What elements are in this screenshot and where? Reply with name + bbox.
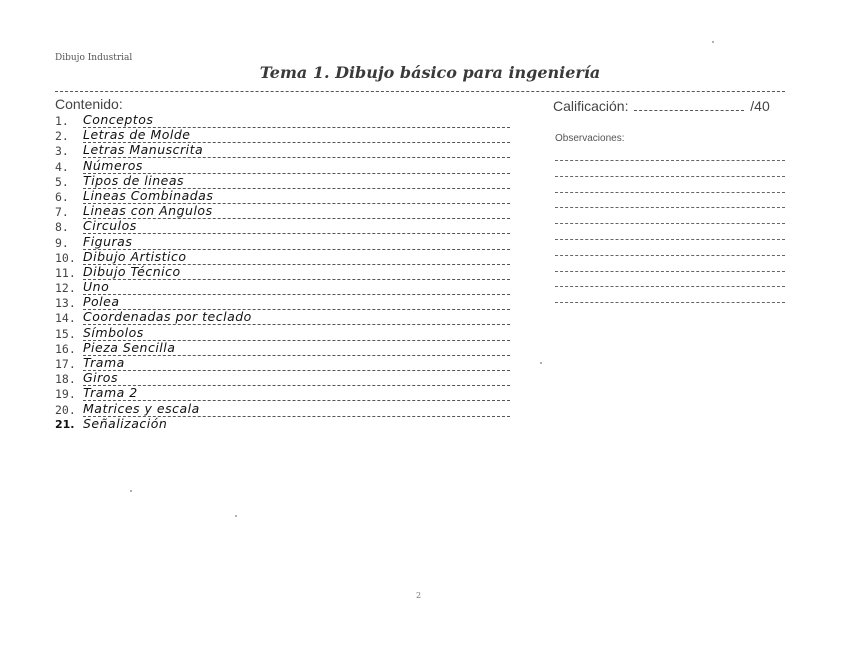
observation-line bbox=[555, 255, 785, 256]
item-number: 8. bbox=[55, 220, 69, 235]
item-text: Circulos bbox=[83, 218, 137, 234]
item-text: Uno bbox=[83, 279, 110, 295]
item-number: 21. bbox=[55, 417, 75, 431]
item-number: 18. bbox=[55, 372, 76, 387]
item-underline bbox=[83, 355, 510, 356]
item-number: 19. bbox=[55, 387, 76, 402]
item-text: Trama bbox=[83, 355, 125, 370]
item-text: Números bbox=[83, 157, 143, 173]
observation-line bbox=[555, 176, 785, 177]
item-number: 15. bbox=[55, 326, 76, 341]
item-number: 1. bbox=[55, 114, 69, 128]
item-text: Giros bbox=[83, 370, 118, 386]
observation-line bbox=[555, 223, 785, 224]
item-number: 20. bbox=[55, 402, 76, 417]
item-number: 13. bbox=[55, 296, 76, 311]
item-text: Letras de Molde bbox=[83, 127, 191, 143]
item-text: Dibujo Artistico bbox=[83, 248, 187, 264]
scan-speck bbox=[540, 362, 542, 364]
observation-line bbox=[555, 302, 785, 303]
item-text: Tipos de lineas bbox=[83, 172, 185, 188]
content-label: Contenido: bbox=[55, 96, 123, 112]
item-number: 6. bbox=[55, 189, 69, 204]
item-text: Lineas con Angulos bbox=[83, 203, 213, 219]
course-name: Dibujo Industrial bbox=[55, 53, 133, 63]
header-divider bbox=[55, 91, 785, 92]
page-title: Tema 1. Dibujo básico para ingeniería bbox=[259, 63, 601, 82]
item-underline bbox=[83, 279, 510, 280]
scan-speck bbox=[130, 490, 132, 492]
page-number: 2 bbox=[416, 591, 422, 600]
scan-speck bbox=[235, 515, 237, 517]
scan-speck bbox=[712, 41, 714, 43]
item-text: Señalización bbox=[83, 415, 168, 431]
item-number: 4. bbox=[55, 159, 69, 174]
item-text: Conceptos bbox=[83, 112, 154, 127]
list-item bbox=[55, 415, 510, 433]
item-underline bbox=[83, 233, 510, 234]
item-number: 12. bbox=[55, 281, 76, 296]
observation-line bbox=[555, 239, 785, 240]
item-text: Símbolos bbox=[83, 324, 144, 340]
list-item bbox=[55, 263, 510, 281]
observation-line bbox=[555, 160, 785, 161]
item-number: 9. bbox=[55, 235, 69, 250]
grade-blank bbox=[634, 96, 744, 111]
item-text: Figuras bbox=[83, 233, 133, 249]
item-underline bbox=[83, 218, 510, 219]
item-text: Trama 2 bbox=[83, 385, 138, 401]
observation-line bbox=[555, 271, 785, 272]
observations-label: Observaciones: bbox=[555, 133, 625, 144]
item-text: Dibujo Técnico bbox=[83, 263, 181, 279]
item-text: Letras Manuscrita bbox=[83, 142, 204, 158]
observation-line bbox=[555, 286, 785, 287]
item-underline bbox=[83, 370, 510, 371]
item-underline bbox=[83, 324, 510, 325]
item-text: Matrices y escala bbox=[83, 400, 200, 416]
item-number: 10. bbox=[55, 250, 76, 265]
item-number: 3. bbox=[55, 144, 69, 159]
item-number: 17. bbox=[55, 357, 76, 371]
item-underline bbox=[83, 385, 510, 386]
observation-line bbox=[555, 192, 785, 193]
grade-label: Calificación: bbox=[553, 98, 629, 114]
item-number: 16. bbox=[55, 341, 76, 356]
item-text: Coordenadas por teclado bbox=[83, 309, 252, 325]
item-number: 11. bbox=[55, 265, 76, 280]
content-list bbox=[55, 114, 510, 433]
item-underline bbox=[83, 294, 510, 295]
grade-total: /40 bbox=[750, 98, 770, 114]
item-number: 7. bbox=[55, 205, 69, 220]
item-text: Lineas Combinadas bbox=[83, 187, 214, 203]
list-item bbox=[55, 281, 510, 296]
item-number: 5. bbox=[55, 174, 69, 189]
item-text: Pieza Sencilla bbox=[83, 339, 176, 355]
observation-line bbox=[555, 207, 785, 208]
item-number: 2. bbox=[55, 129, 69, 144]
grade-field bbox=[553, 96, 770, 114]
item-text: Polea bbox=[83, 294, 120, 310]
item-underline bbox=[83, 157, 510, 158]
item-number: 14. bbox=[55, 311, 76, 326]
list-item bbox=[55, 357, 510, 372]
